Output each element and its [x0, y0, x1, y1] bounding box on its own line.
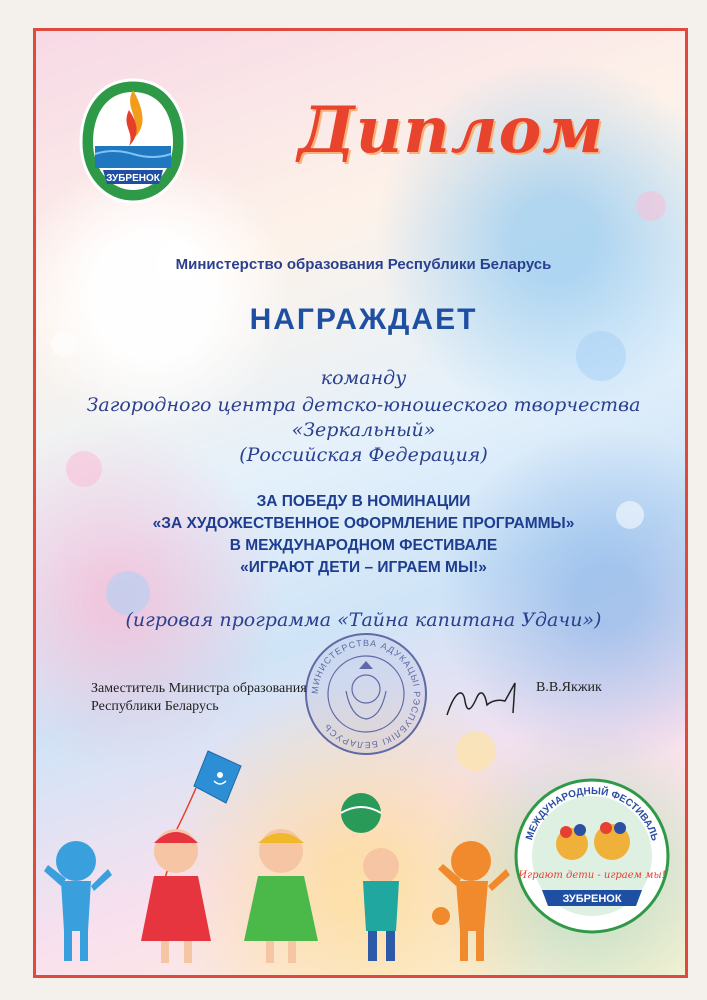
program-line: (игровая программа «Тайна капитана Удачи») [125, 609, 602, 631]
nomination-line: «ИГРАЮТ ДЕТИ – ИГРАЕМ МЫ!» [240, 559, 487, 576]
handwritten-signature [441, 671, 541, 721]
team-line: «Зеркальный» [291, 419, 436, 441]
festival-logo-label: ЗУБРЕНОК [562, 893, 622, 905]
kid-figure [141, 829, 211, 963]
signatory-position-line: Заместитель Министра образования [91, 681, 307, 696]
nomination-line: «ЗА ХУДОЖЕСТВЕННОЕ ОФОРМЛЕНИЕ ПРОГРАММЫ» [152, 515, 575, 532]
ball-icon [341, 793, 381, 833]
ministry-line: Министерство образования Республики Беларусь [175, 256, 552, 273]
festival-logo [512, 776, 672, 936]
ball-icon [432, 907, 450, 925]
diploma-frame [33, 28, 688, 978]
kid-figure [438, 841, 510, 961]
team-line: команду [320, 367, 407, 389]
awards-heading: НАГРАЖДАЕТ [249, 303, 478, 336]
signatory-name: В.В.Якжик [536, 680, 602, 695]
diploma-title: Диплом [297, 93, 605, 168]
kid-figure [363, 848, 399, 961]
nomination-line: ЗА ПОБЕДУ В НОМИНАЦИИ [256, 493, 471, 510]
signatory-position-line: Республики Беларусь [91, 699, 219, 714]
bokeh-dot [636, 191, 666, 221]
nomination-line: В МЕЖДУНАРОДНОМ ФЕСТИВАЛЕ [229, 537, 498, 554]
team-line: Загородного центра детско-юношеского творчества [86, 394, 641, 416]
seal-text: МИНИСТЕРСТВА АДУКАЦЫІ РЭСПУБЛІКІ БЕЛАРУСЬ [309, 637, 423, 751]
team-line: (Российская Федерация) [239, 444, 488, 466]
logo-top-label: ЗУБРЕНОК [106, 173, 160, 184]
kid-figure [44, 841, 112, 961]
festival-slogan: Играют дети - играем мы! [518, 870, 666, 881]
kid-figure [244, 829, 318, 963]
zubrenok-logo [73, 70, 193, 210]
signatory-position [91, 680, 371, 716]
festival-arc-text: МЕЖДУНАРОДНЫЙ ФЕСТИВАЛЬ [524, 785, 661, 843]
